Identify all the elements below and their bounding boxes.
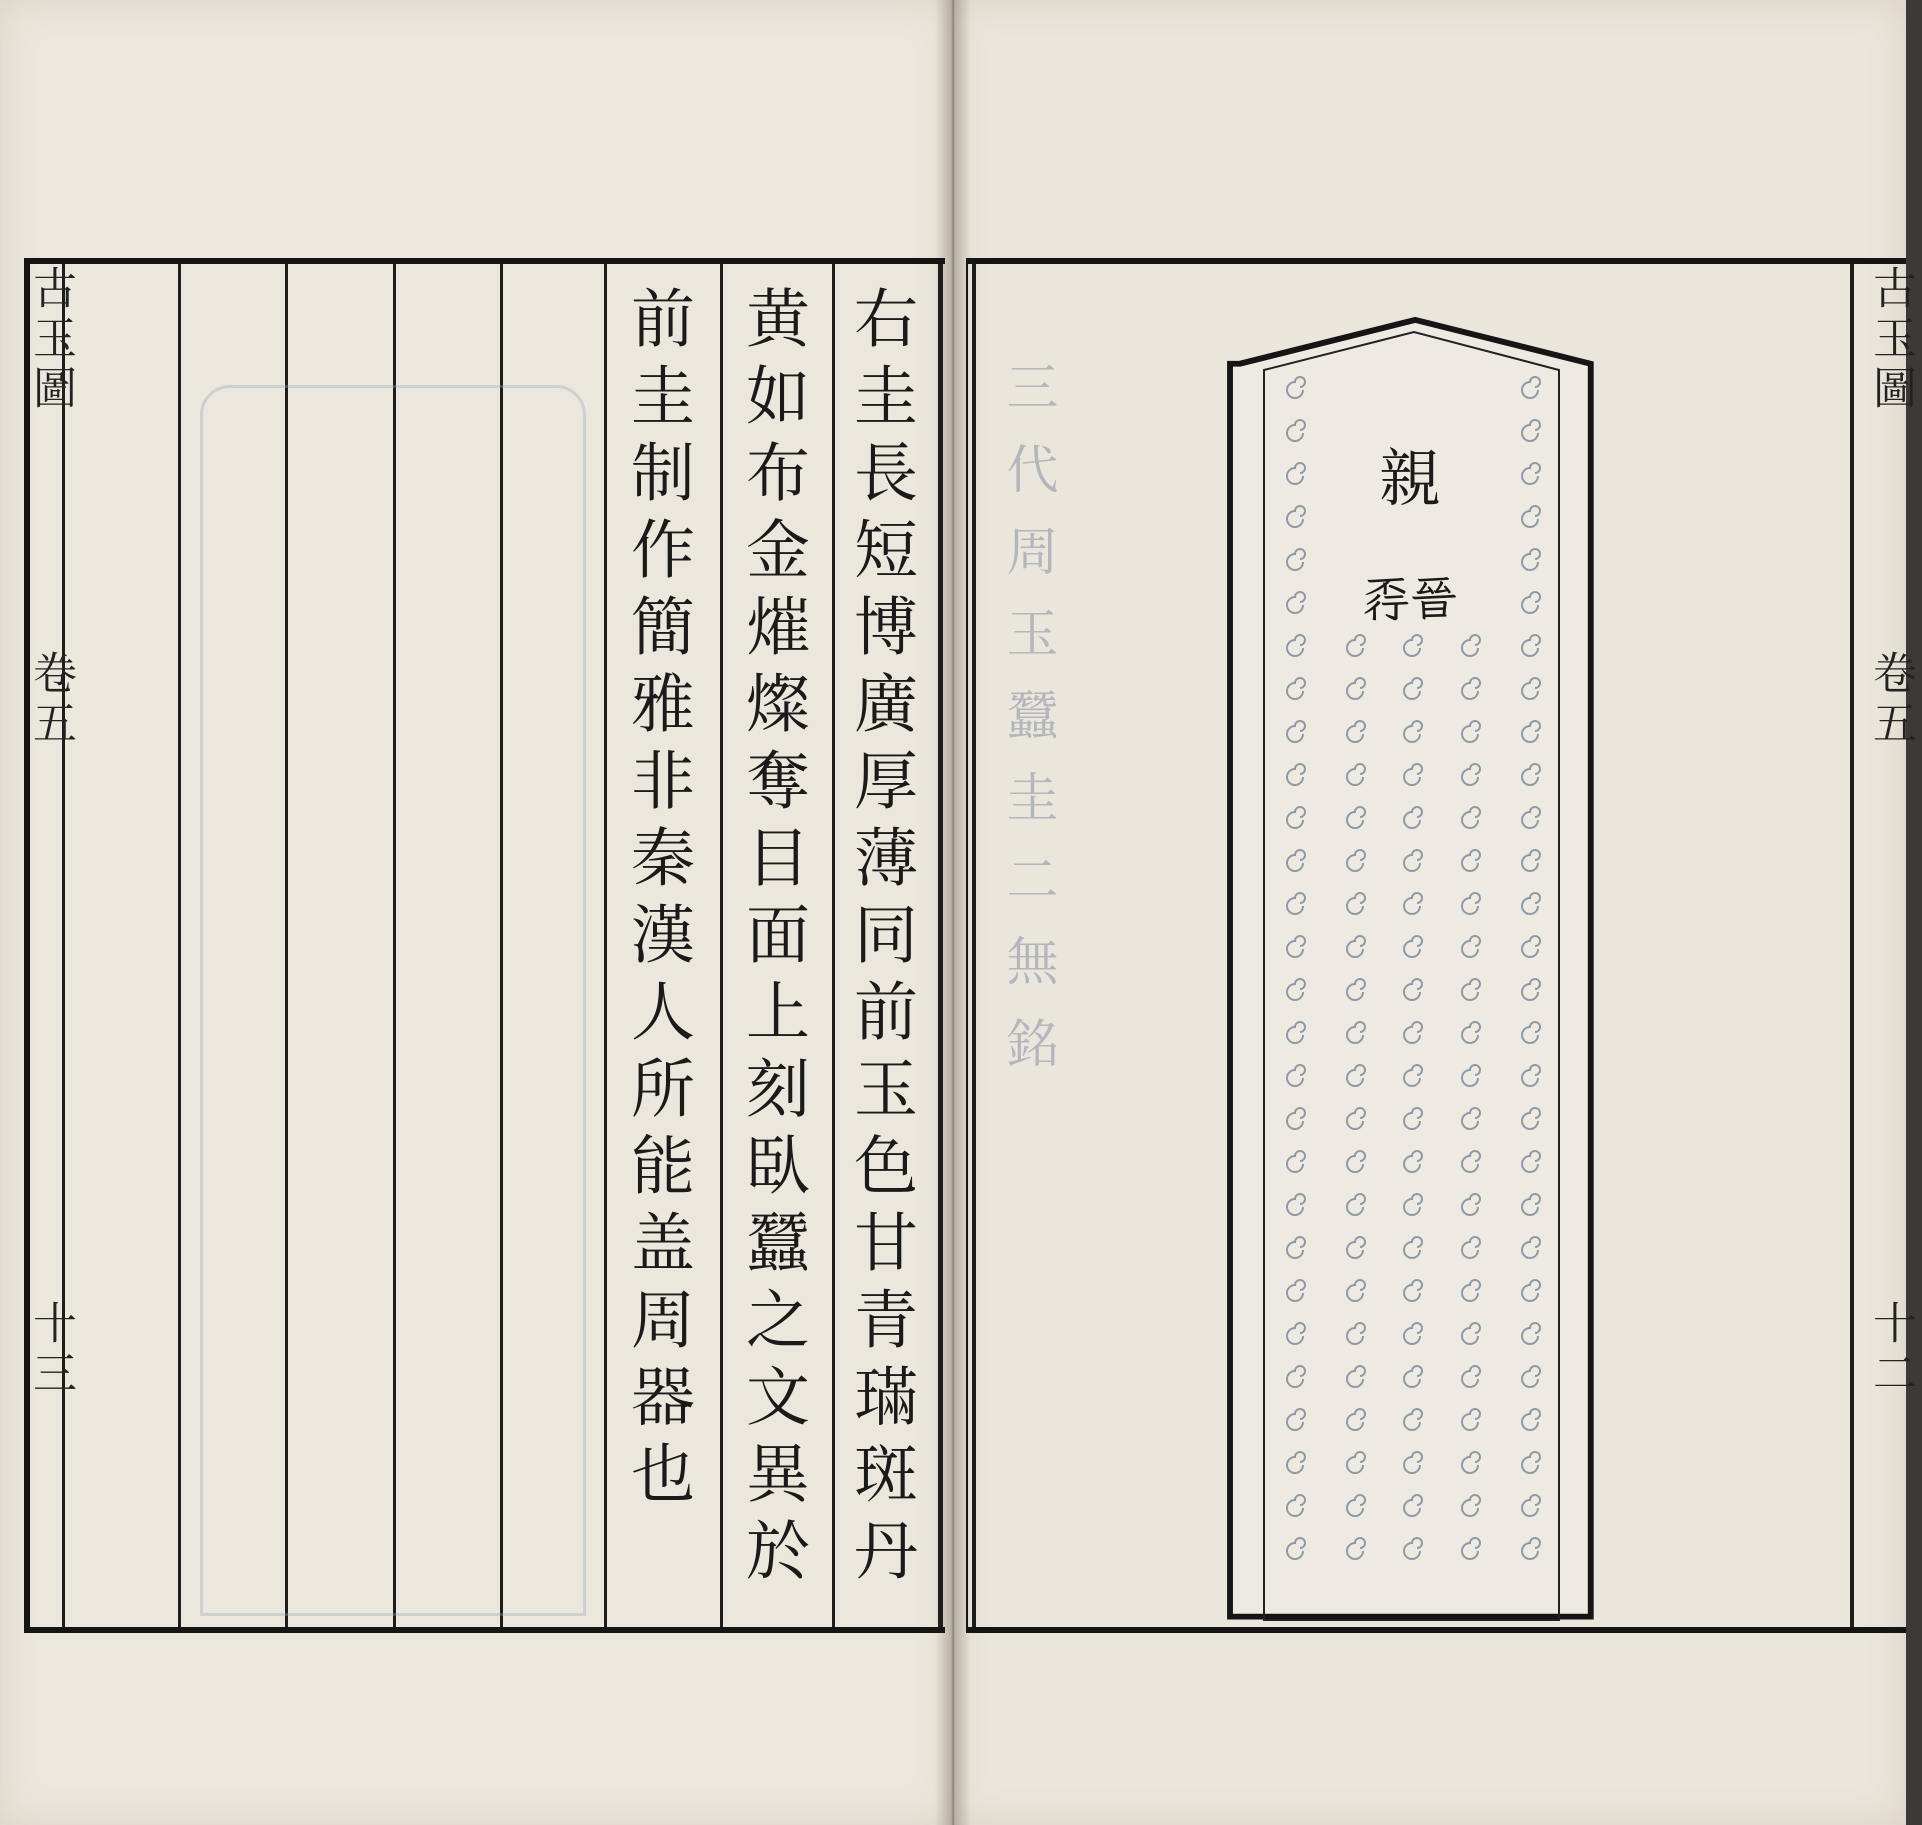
column-rule <box>1850 264 1854 1627</box>
text-column-2: 黄如布金熣燦奪目面上刻臥蠶之文異於 <box>735 285 809 1594</box>
left-margin-page: 十三 <box>25 1300 76 1400</box>
show-through-heading: 三代周玉蠶圭二無銘 <box>997 360 1057 1098</box>
text-column-1: 右圭長短博廣厚薄同前玉色甘青璊斑丹 <box>843 285 917 1594</box>
right-margin-volume: 卷五 <box>1865 650 1916 750</box>
right-margin-title: 古玉圖 <box>1865 265 1916 415</box>
column-rule <box>938 264 943 1627</box>
left-margin-title: 古玉圖 <box>25 265 76 415</box>
left-margin-volume: 卷五 <box>25 650 76 750</box>
right-margin-page: 十二 <box>1865 1300 1916 1400</box>
jade-tablet-illustration <box>1220 310 1630 1650</box>
column-rule <box>832 264 835 1627</box>
column-rule <box>604 264 607 1627</box>
column-rule <box>62 264 65 1627</box>
column-rule <box>720 264 723 1627</box>
tablet-inscription-main: 親 <box>1378 442 1442 515</box>
column-rule <box>972 264 976 1627</box>
column-rule <box>178 264 181 1627</box>
text-column-3: 前圭制作簡雅非秦漢人所能盖周器也 <box>620 285 694 1517</box>
show-through-panel <box>200 385 586 1616</box>
tablet-inscription-sub: 𧗪晉 <box>1361 571 1459 627</box>
